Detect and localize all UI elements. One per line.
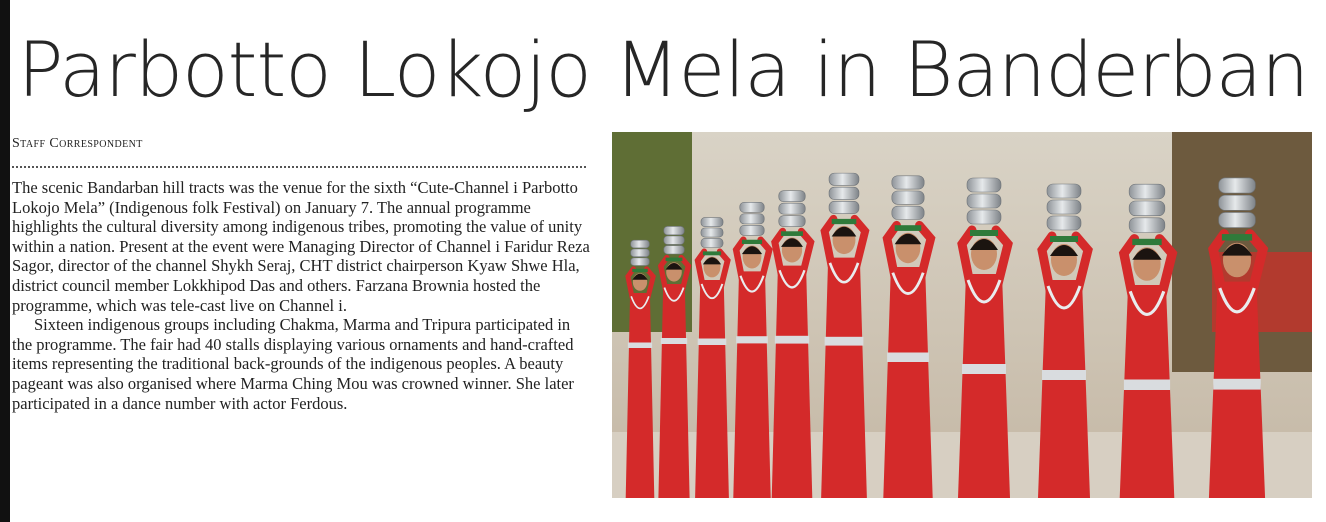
pot [1129, 184, 1165, 199]
dancers-illustration [612, 132, 1312, 498]
pot [967, 210, 1001, 224]
dancers-photo [612, 132, 1312, 498]
byline-divider [12, 166, 586, 168]
head-band [1132, 239, 1161, 245]
head-band [832, 219, 857, 224]
pot [1129, 218, 1165, 233]
pot [829, 201, 859, 213]
head-band [666, 258, 683, 262]
dress [1120, 285, 1175, 498]
pot [631, 258, 650, 266]
head-band [1222, 234, 1252, 240]
dress [772, 266, 813, 498]
dress [658, 284, 689, 498]
dress [1038, 280, 1090, 498]
waist-ornament [887, 353, 929, 363]
dress [695, 280, 729, 498]
pot [779, 203, 806, 214]
pot [1219, 195, 1256, 210]
waist-ornament [1213, 379, 1261, 390]
pot [1047, 200, 1081, 214]
pot [740, 202, 764, 212]
pot [740, 214, 764, 224]
pot [1047, 216, 1081, 230]
pot [1219, 178, 1256, 193]
pot [1219, 212, 1256, 227]
waist-ornament [825, 337, 864, 346]
pot [664, 226, 684, 234]
waist-ornament [698, 339, 727, 346]
pot [701, 238, 723, 247]
pot [779, 191, 806, 202]
pot [829, 173, 859, 185]
head-band [895, 225, 922, 231]
pot [779, 216, 806, 227]
waist-ornament [661, 338, 687, 344]
head-band [1050, 236, 1078, 242]
pot [967, 194, 1001, 208]
pot [1129, 201, 1165, 216]
head-band [742, 240, 762, 244]
dress [883, 267, 932, 498]
head-band [970, 230, 998, 236]
paragraph-2: Sixteen indigenous groups including Chakma, Marma and Tripura participated in the programme. The fair had 40 stalls displaying various ornaments and hand-crafted items representing the traditional back-grounds of the indigenous peoples. A beauty pageant was also organised where Marma Ching Mou was crowned winner. She later participated in a dance number with actor Ferdous. [12, 315, 574, 413]
waist-ornament [1042, 370, 1086, 380]
waist-ornament [1124, 380, 1170, 391]
article-body [12, 178, 592, 413]
pot [967, 178, 1001, 192]
pot [701, 218, 723, 227]
headline: Parbotto Lokojo Mela in Banderban [17, 25, 1309, 114]
paragraph-1: The scenic Bandarban hill tracts was the venue for the sixth “Cute-Channel i Parbotto Lokojo Mela” (Indigenous folk Festival) on January 7. The annual programme highlights the cultural diversity among indigenous tribes, promoting the value of unity within a nation. Present at the event were Managing Director of Channel i Faridur Reza Sagor, director of the channel Shykh Seraj, CHT district chairperson Kyaw Shwe Hla, district council member Lokkhipod Das and others. Farzana Brownia hosted the programme, which was tele-cast live on Channel i. [12, 178, 590, 315]
pot [701, 228, 723, 237]
waist-ornament [736, 336, 768, 343]
pot [1047, 184, 1081, 198]
byline: Staff Correspondent [12, 136, 143, 151]
dancer-6 [821, 173, 867, 498]
pot [664, 246, 684, 254]
head-band [703, 251, 721, 255]
pot [892, 206, 924, 219]
dress [1209, 282, 1265, 498]
dress [733, 271, 770, 498]
pot [740, 225, 764, 235]
waist-ornament [628, 343, 652, 349]
pot [892, 176, 924, 189]
waist-ornament [775, 336, 809, 344]
pot [892, 191, 924, 204]
dress [626, 293, 655, 498]
pot [631, 249, 650, 257]
dancer-4 [733, 202, 770, 498]
dress [821, 258, 867, 498]
head-band [632, 269, 647, 272]
pot [631, 240, 650, 248]
dancer-3 [695, 218, 729, 498]
dress [958, 274, 1010, 498]
pot [664, 236, 684, 244]
pot [829, 187, 859, 199]
head-band [781, 231, 803, 236]
waist-ornament [962, 364, 1006, 374]
